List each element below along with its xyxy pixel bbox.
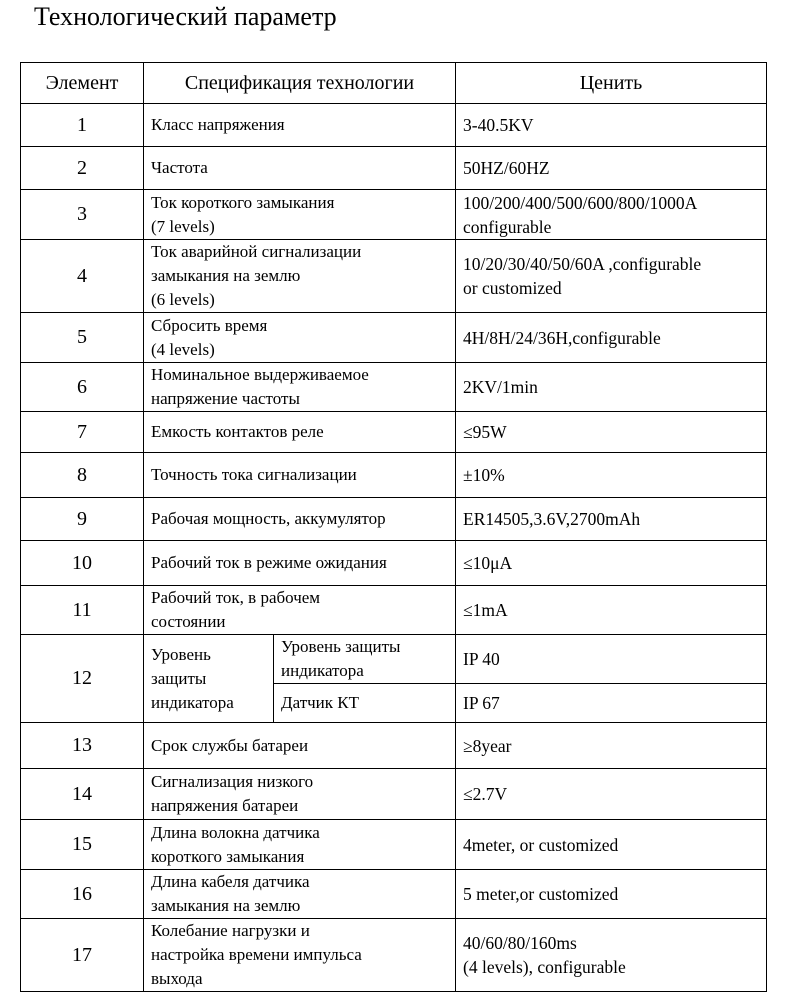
spec-name-line: напряжение частоты <box>151 389 300 408</box>
spec-value-line: ≤1mA <box>463 600 508 620</box>
table-row <box>21 919 767 992</box>
spec-value-line: 10/20/30/40/50/60A ,configurable <box>463 254 702 274</box>
row-number: 9 <box>21 498 144 541</box>
page-title: Технологический параметр <box>34 2 337 31</box>
spec-value <box>456 412 767 453</box>
spec-name-line: Длина кабеля датчика <box>151 872 310 891</box>
row-number: 2 <box>21 147 144 190</box>
table-row <box>21 313 767 363</box>
spec-value <box>456 313 767 363</box>
table-row <box>21 635 767 684</box>
sub-spec-line: Уровень защиты <box>281 637 401 656</box>
row-number: 17 <box>21 919 144 992</box>
spec-name <box>144 453 456 498</box>
spec-name <box>144 363 456 412</box>
table-row <box>21 412 767 453</box>
spec-value <box>456 769 767 820</box>
spec-name <box>144 919 456 992</box>
table-row <box>21 190 767 240</box>
row-number: 1 <box>21 104 144 147</box>
spec-value-line: ≥8year <box>463 735 512 756</box>
table-row <box>21 363 767 412</box>
spec-value-line: ER14505,3.6V,2700mAh <box>463 509 641 529</box>
spec-name <box>144 870 456 919</box>
spec-value-line: 40/60/80/160ms <box>463 933 577 953</box>
spec-name-line: замыкания на землю <box>151 266 301 285</box>
spec-name-line: Длина волокна датчика <box>151 822 320 842</box>
row-number: 3 <box>21 190 144 240</box>
spec-name <box>144 498 456 541</box>
spec-value-line: IP 67 <box>463 693 500 713</box>
spec-value-line: configurable <box>463 216 552 237</box>
spec-value-line: 4meter, or customized <box>463 834 619 855</box>
spec-value <box>456 190 767 240</box>
spec-name-line: (7 levels) <box>151 216 215 236</box>
spec-name <box>144 412 456 453</box>
group-spec-line: индикатора <box>151 692 234 712</box>
row-number: 12 <box>21 635 144 723</box>
sub-spec <box>274 635 456 684</box>
spec-value <box>456 919 767 992</box>
spec-name-line: Срок службы батареи <box>151 735 309 755</box>
table-row <box>21 147 767 190</box>
table-row <box>21 820 767 870</box>
table-body <box>21 104 767 992</box>
spec-name-line: Сигнализация низкого <box>151 772 314 791</box>
spec-name-line: Рабочий ток в режиме ожидания <box>151 553 387 572</box>
row-number: 7 <box>21 412 144 453</box>
spec-value-line: 3-40.5KV <box>463 115 534 135</box>
spec-name-line: Точность тока сигнализации <box>151 465 357 484</box>
spec-name-line: Сбросить время <box>151 315 268 335</box>
spec-value <box>456 240 767 313</box>
spec-name-line: Ток короткого замыкания <box>151 192 335 212</box>
spec-name <box>144 586 456 635</box>
spec-value <box>456 586 767 635</box>
group-spec-line: защиты <box>151 668 207 688</box>
spec-name-line: выхода <box>151 969 203 988</box>
row-number: 13 <box>21 723 144 769</box>
spec-name-line: состоянии <box>151 612 226 631</box>
spec-value-line: IP 40 <box>463 649 500 669</box>
spec-name-line: Частота <box>151 158 208 177</box>
header-value: Ценить <box>456 63 767 104</box>
row-number: 15 <box>21 820 144 870</box>
table-row <box>21 870 767 919</box>
table-row <box>21 453 767 498</box>
spec-name-line: напряжения батареи <box>151 796 299 815</box>
spec-value <box>456 541 767 586</box>
spec-value <box>456 870 767 919</box>
spec-name <box>144 313 456 363</box>
spec-value-line: 5 meter,or customized <box>463 884 619 904</box>
table-header-row <box>21 63 767 104</box>
row-number: 5 <box>21 313 144 363</box>
spec-name-line: замыкания на землю <box>151 896 301 915</box>
row-number: 4 <box>21 240 144 313</box>
table-row <box>21 541 767 586</box>
spec-value <box>456 723 767 769</box>
spec-value-line: ≤10μA <box>463 553 513 573</box>
spec-name-line: (6 levels) <box>151 290 215 309</box>
sub-spec-line: Датчик КТ <box>281 693 360 712</box>
spec-name-line: Колебание нагрузки и <box>151 921 310 940</box>
spec-name-line: Рабочая мощность, аккумулятор <box>151 509 386 528</box>
spec-value-line: ≤95W <box>463 422 507 442</box>
row-number: 14 <box>21 769 144 820</box>
spec-name-line: короткого замыкания <box>151 846 305 866</box>
header-spec: Спецификация технологии <box>144 63 456 104</box>
spec-value <box>456 363 767 412</box>
spec-name-line: Рабочий ток, в рабочем <box>151 588 321 607</box>
spec-value-line: 2KV/1min <box>463 377 538 397</box>
spec-table <box>20 62 767 992</box>
spec-value-line: 100/200/400/500/600/800/1000A <box>463 192 698 213</box>
header-element: Элемент <box>21 63 144 104</box>
spec-value <box>456 147 767 190</box>
spec-name <box>144 147 456 190</box>
table-row <box>21 586 767 635</box>
table-row <box>21 104 767 147</box>
spec-value <box>456 684 767 723</box>
spec-name <box>144 541 456 586</box>
row-number: 11 <box>21 586 144 635</box>
table-row <box>21 769 767 820</box>
spec-value <box>456 820 767 870</box>
spec-value-line: ≤2.7V <box>463 784 508 804</box>
row-number: 16 <box>21 870 144 919</box>
spec-name-line: Номинальное выдерживаемое <box>151 365 369 384</box>
group-spec <box>144 635 274 723</box>
spec-name-line: настройка времени импульса <box>151 945 362 964</box>
spec-value <box>456 498 767 541</box>
row-number: 10 <box>21 541 144 586</box>
spec-value <box>456 635 767 684</box>
spec-value-line: ±10% <box>463 465 505 485</box>
spec-value-line: 4H/8H/24/36H,configurable <box>463 327 661 348</box>
spec-value-line: (4 levels), configurable <box>463 957 626 977</box>
row-number: 6 <box>21 363 144 412</box>
spec-name-line: Емкость контактов реле <box>151 422 324 441</box>
table-row <box>21 723 767 769</box>
spec-name-line: Ток аварийной сигнализации <box>151 242 362 261</box>
table-row <box>21 240 767 313</box>
table-row <box>21 498 767 541</box>
spec-name <box>144 820 456 870</box>
sub-spec-line: индикатора <box>281 661 364 680</box>
row-number: 8 <box>21 453 144 498</box>
spec-value-line: or customized <box>463 278 562 298</box>
spec-name <box>144 769 456 820</box>
sub-spec <box>274 684 456 723</box>
spec-name <box>144 190 456 240</box>
spec-value-line: 50HZ/60HZ <box>463 158 550 178</box>
spec-name <box>144 240 456 313</box>
spec-value <box>456 104 767 147</box>
spec-name <box>144 104 456 147</box>
spec-name-line: Класс напряжения <box>151 115 285 134</box>
spec-value <box>456 453 767 498</box>
group-spec-line: Уровень <box>151 644 211 664</box>
spec-name-line: (4 levels) <box>151 339 215 359</box>
spec-name <box>144 723 456 769</box>
